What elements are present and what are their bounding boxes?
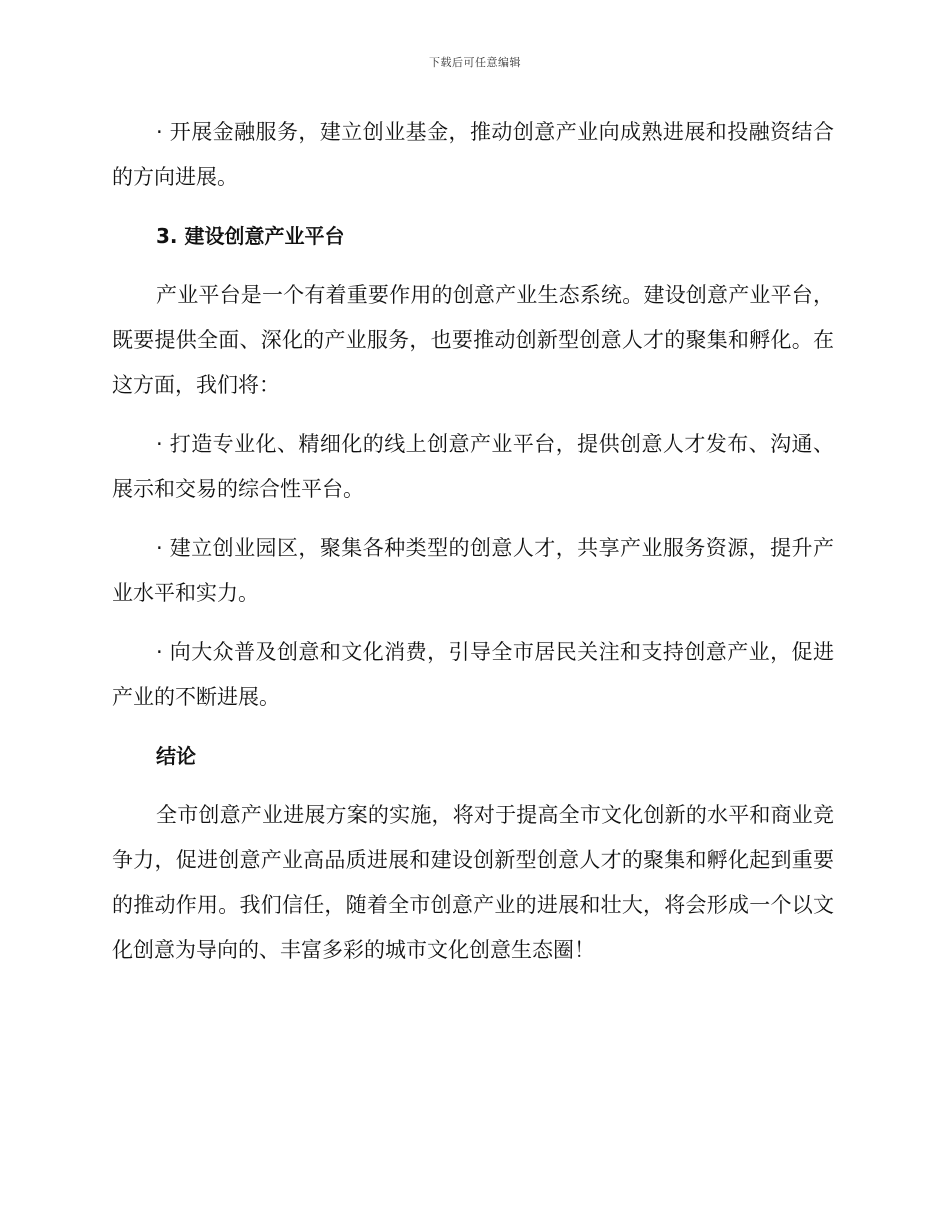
document-body xyxy=(112,110,834,987)
bullet-public-consumption: · 向大众普及创意和文化消费，引导全市居民关注和支持创意产业，促进产业的不断进展。 xyxy=(112,640,834,709)
section-heading-conclusion: 结论 xyxy=(156,744,196,768)
bullet-financial-services: · 开展金融服务，建立创业基金，推动创意产业向成熟进展和投融资结合的方向进展。 xyxy=(112,120,834,189)
page-header: 下载后可任意编辑 xyxy=(429,56,521,69)
paragraph-conclusion: 全市创意产业进展方案的实施，将对于提高全市文化创新的水平和商业竞争力，促进创意产业高品质进展和建设创新型创意人才的聚集和孵化起到重要的推动作用。我们信任，随着全市创意产业的进展和壮大，将会形成一个以文化创意为导向的、丰富多彩的城市文化创意生态圈！ xyxy=(112,803,834,962)
paragraph-platform-intro: 产业平台是一个有着重要作用的创意产业生态系统。建设创意产业平台，既要提供全面、深化的产业服务，也要推动创新型创意人才的聚集和孵化。在这方面，我们将： xyxy=(112,283,834,397)
bullet-startup-park: · 建立创业园区，聚集各种类型的创意人才，共享产业服务资源，提升产业水平和实力。 xyxy=(112,536,834,605)
bullet-online-platform: · 打造专业化、精细化的线上创意产业平台，提供创意人才发布、沟通、展示和交易的综合性平台。 xyxy=(112,432,834,501)
section-heading-platform: 3. 建设创意产业平台 xyxy=(156,224,345,248)
